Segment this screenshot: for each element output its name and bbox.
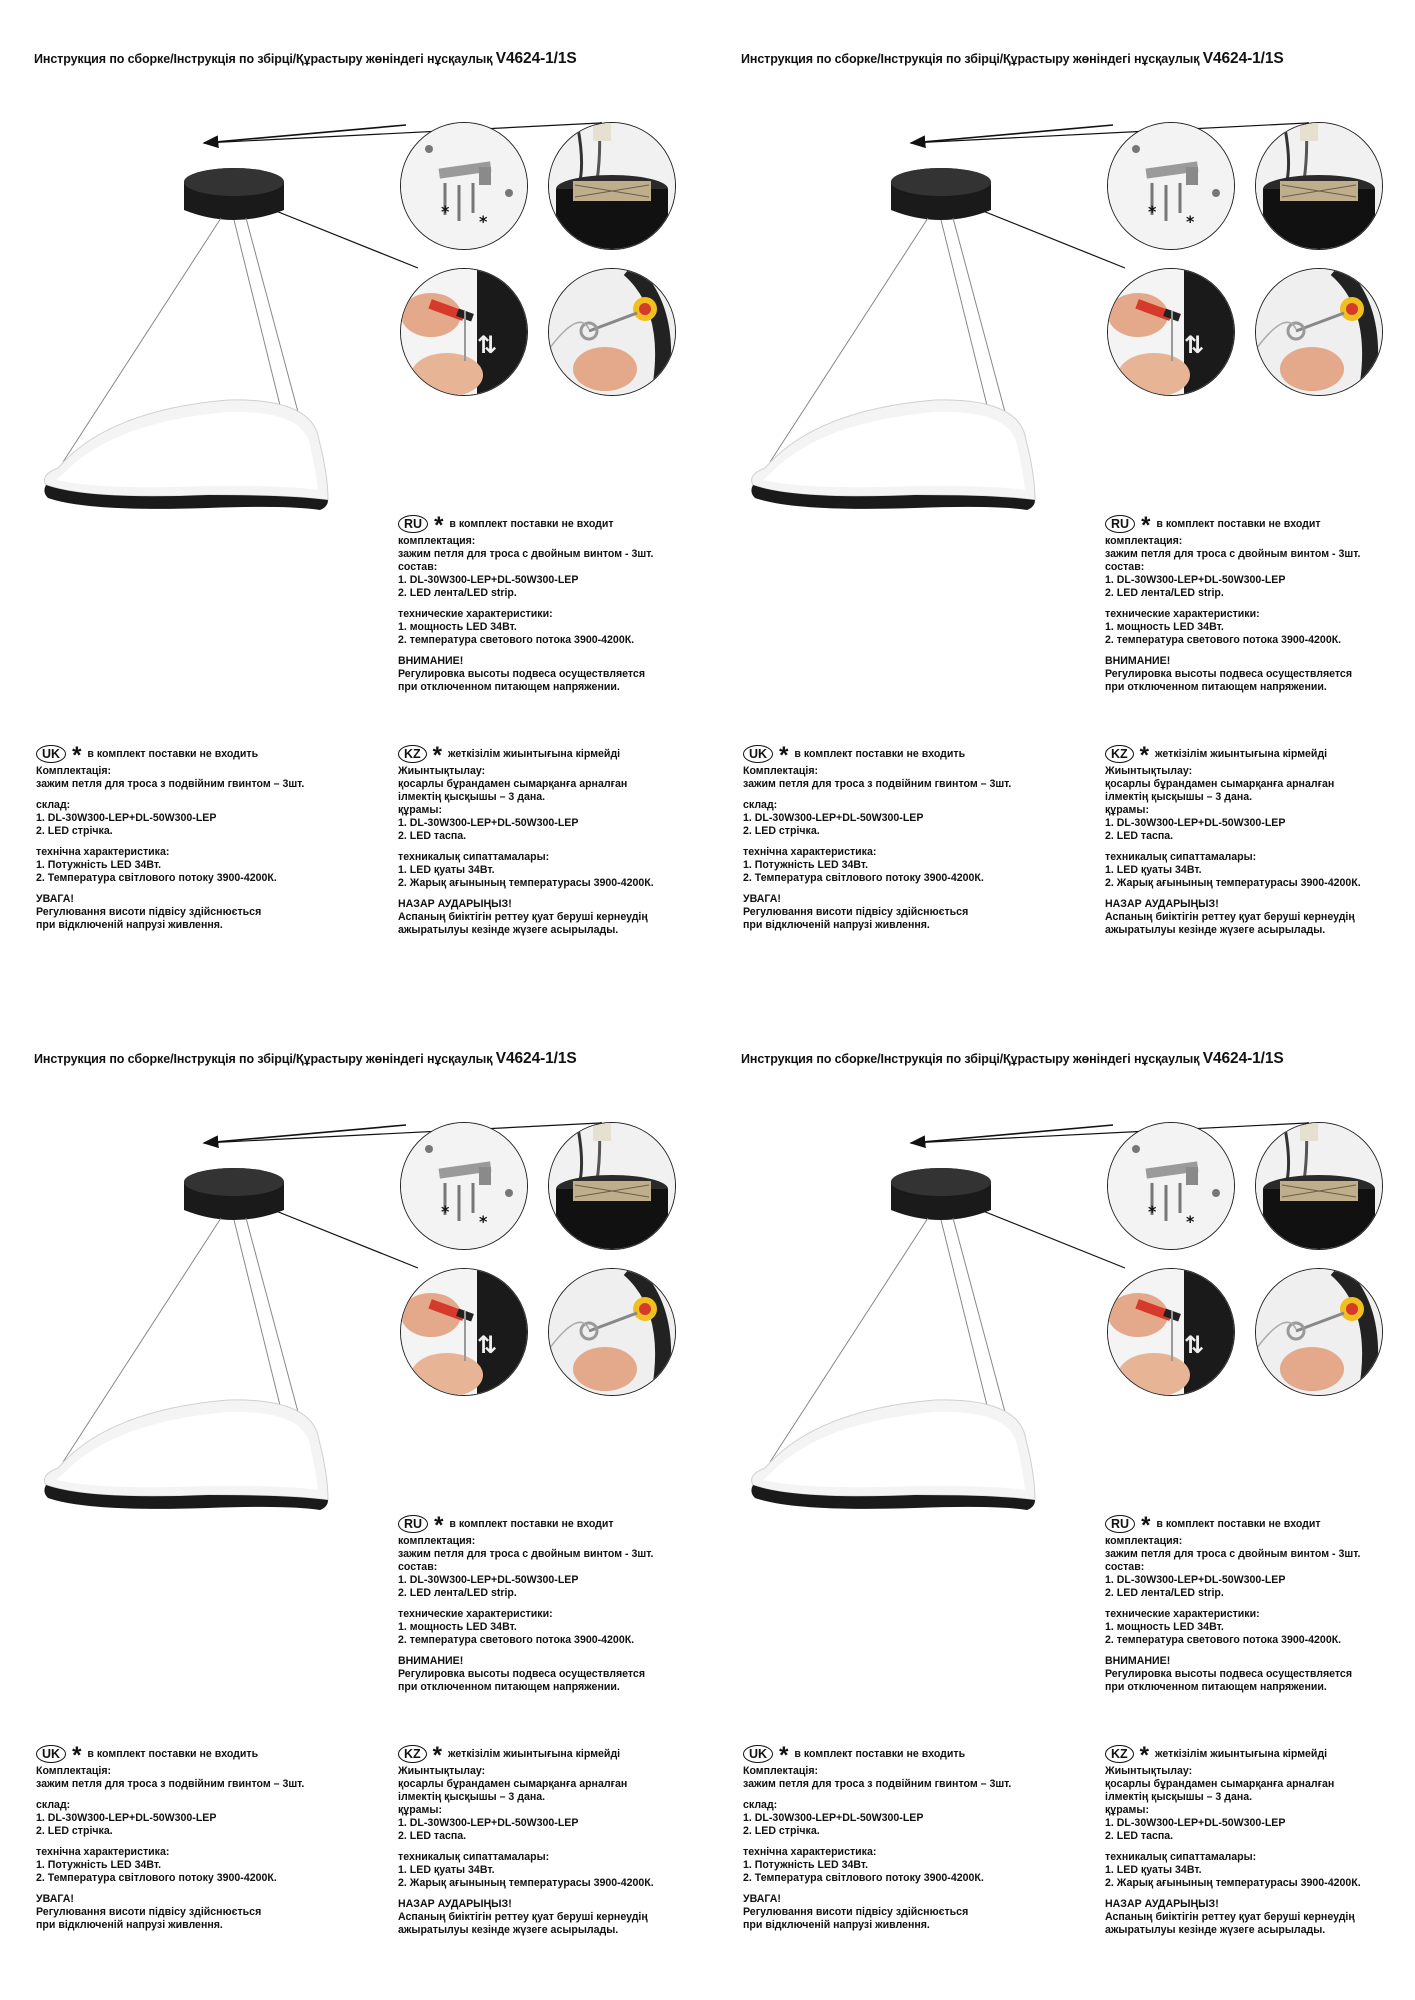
text-line: УВАГА! [743,1893,781,1905]
line-gap [743,791,1011,799]
title-text: Инструкция по сборке/Інструкція по збірці/Құрастыру жөніндегі нұсқаулық [34,1052,493,1066]
text-line: 2. Температура світлового потоку 3900-4200К. [743,872,984,884]
text-line: зажим петля для троса з подвійним гвинтом – 3шт. [743,778,1012,790]
model-number: V4624-1/1S [1202,1050,1284,1067]
text-line: қосарлы бұрандамен сымарқанға арналған [1105,1778,1335,1790]
ru-section [1105,514,1360,694]
text-line: состав: [398,561,438,573]
pendant-lamp-illustration [28,100,348,510]
ru-section [1105,1514,1360,1694]
text-line: технические характеристики: [1105,1608,1260,1620]
line-gap [743,1791,1011,1799]
line-gap [398,647,653,655]
text-line: 2. Температура світлового потоку 3900-4200К. [36,872,277,884]
line-gap [743,838,1011,846]
ru-lines [398,1535,653,1694]
text-line: комплектация: [398,1535,476,1547]
text-line: құрамы: [398,1804,442,1816]
line-gap [1105,1843,1361,1851]
text-line: 2. Температура світлового потоку 3900-4200К. [743,1872,984,1884]
model-number: V4624-1/1S [495,1050,577,1067]
asterisk-icon: * [432,742,443,769]
asterisk-icon: * [72,742,82,769]
text-line: технічна характеристика: [36,846,170,858]
text-line: 2. LED лента/LED strip. [398,587,517,599]
pendant-lamp-illustration [735,100,1055,510]
ru-lines [1105,535,1360,694]
line-gap [1105,1647,1360,1655]
detail-cable-clamp [1255,1268,1383,1396]
text-line: 1. DL-30W300-LEP+DL-50W300-LEP [1105,574,1286,586]
ru-not-included: в комплект поставки не входит [1156,517,1321,530]
text-line: 1. DL-30W300-LEP+DL-50W300-LEP [398,1817,579,1829]
text-line: УВАГА! [36,893,74,905]
text-line: 1. DL-30W300-LEP+DL-50W300-LEP [743,812,924,824]
text-line: Жиынтықтылау: [1105,1765,1193,1777]
text-line: зажим петля для троса з подвійним гвинтом – 3шт. [743,1778,1012,1790]
text-line: Аспаның биіктігін реттеу қуат беруші кернеудің [398,911,648,923]
text-line: 2. температура светового потока 3900-4200К. [398,634,635,646]
text-line: Регулювання висоти підвісу здійснюється [743,1906,969,1918]
line-gap [398,1600,653,1608]
text-line: 2. LED лента/LED strip. [398,1587,517,1599]
text-line: құрамы: [1105,1804,1149,1816]
text-line: при отключенном питающем напряжении. [398,1681,620,1693]
detail-cable-clamp [548,268,676,396]
text-line: 2. температура светового потока 3900-4200К. [398,1634,635,1646]
text-line: 2. LED лента/LED strip. [1105,587,1224,599]
uk-section [743,1744,1011,1932]
detail-bracket-screws [400,1122,528,1250]
text-line: қосарлы бұрандамен сымарқанға арналған [1105,778,1335,790]
uk-section [36,1744,304,1932]
ru-badge: RU [1105,1515,1135,1533]
text-line: 1. DL-30W300-LEP+DL-50W300-LEP [743,1812,924,1824]
text-line: 2. температура светового потока 3900-4200К. [1105,1634,1342,1646]
kz-badge: KZ [398,1745,427,1763]
text-line: НАЗАР АУДАРЫҢЫЗ! [1105,1898,1219,1910]
text-line: НАЗАР АУДАРЫҢЫЗ! [1105,898,1219,910]
line-gap [1105,843,1361,851]
text-line: ілмектің қысқышы – 3 дана. [398,1791,546,1803]
text-line: ажыратылуы кезінде жүзеге асырылады. [398,924,619,936]
up-down-arrow-icon: ⇅ [1184,331,1205,359]
text-line: Аспаның биіктігін реттеу қуат беруші кернеудің [1105,911,1355,923]
kz-lines [1105,1765,1361,1937]
uk-lines [36,1765,304,1932]
text-line: 1. DL-30W300-LEP+DL-50W300-LEP [398,1574,579,1586]
line-gap [743,885,1011,893]
text-line: зажим петля для троса с двойным винтом - 3шт. [398,548,654,560]
ru-lines [1105,1535,1360,1694]
asterisk-icon: * [1186,212,1195,231]
text-line: комплектация: [398,535,476,547]
line-gap [743,1838,1011,1846]
text-line: 2. LED стрічка. [743,1825,820,1837]
ru-section [398,514,653,694]
pendant-lamp-illustration [735,1100,1055,1510]
detail-cable-clamp [1255,268,1383,396]
model-number: V4624-1/1S [495,50,577,67]
text-line: техникалық сипаттамалары: [398,1851,550,1863]
text-line: 1. DL-30W300-LEP+DL-50W300-LEP [36,812,217,824]
line-gap [398,843,654,851]
text-line: 2. Жарық ағынының температурасы 3900-4200К. [1105,1877,1361,1889]
text-line: 2. LED стрічка. [36,1825,113,1837]
line-gap [1105,1600,1360,1608]
line-gap [36,1885,304,1893]
text-line: склад: [743,799,778,811]
text-line: УВАГА! [36,1893,74,1905]
line-gap [398,1843,654,1851]
line-gap [743,1885,1011,1893]
instruction-sheet [707,0,1414,1000]
asterisk-icon: * [479,1212,488,1231]
line-gap [398,600,653,608]
text-line: техникалық сипаттамалары: [1105,851,1257,863]
text-line: Комплектація: [743,765,819,777]
text-line: при отключенном питающем напряжении. [1105,1681,1327,1693]
kz-section [398,1744,654,1937]
text-line: 2. LED таспа. [1105,1830,1174,1842]
uk-not-included: в комплект поставки не входить [794,1747,966,1760]
sheet-title [741,1050,1284,1068]
text-line: 1. LED қуаты 34Вт. [1105,864,1202,876]
sheet-title [741,50,1284,68]
detail-cable-clamp [548,1268,676,1396]
kz-not-included: жеткізілім жиынтығына кірмейді [448,747,621,760]
ru-not-included: в комплект поставки не входит [1156,1517,1321,1530]
text-line: 2. LED стрічка. [36,825,113,837]
text-line: Регулювання висоти підвісу здійснюється [36,1906,262,1918]
text-line: при відключеній напрузі живлення. [36,919,223,931]
asterisk-icon: * [434,512,444,539]
ru-not-included: в комплект поставки не входит [449,517,614,530]
asterisk-icon: * [434,1512,444,1539]
text-line: при отключенном питающем напряжении. [1105,681,1327,693]
text-line: при відключеній напрузі живлення. [743,919,930,931]
detail-adjust-height [400,268,528,396]
text-line: комплектация: [1105,1535,1183,1547]
text-line: Комплектація: [36,1765,112,1777]
text-line: технические характеристики: [1105,608,1260,620]
text-line: зажим петля для троса с двойным винтом - 3шт. [398,1548,654,1560]
kz-not-included: жеткізілім жиынтығына кірмейді [448,1747,621,1760]
text-line: Аспаның биіктігін реттеу қуат беруші кернеудің [1105,1911,1355,1923]
title-text: Инструкция по сборке/Інструкція по збірці/Құрастыру жөніндегі нұсқаулық [741,52,1200,66]
uk-badge: UK [743,1745,773,1763]
ru-badge: RU [398,515,428,533]
text-line: ілмектің қысқышы – 3 дана. [1105,791,1253,803]
text-line: 1. мощность LED 34Вт. [398,1621,517,1633]
uk-section [743,744,1011,932]
text-line: склад: [36,1799,71,1811]
uk-not-included: в комплект поставки не входить [87,747,259,760]
text-line: НАЗАР АУДАРЫҢЫЗ! [398,898,512,910]
text-line: техникалық сипаттамалары: [398,851,550,863]
text-line: комплектация: [1105,535,1183,547]
text-line: НАЗАР АУДАРЫҢЫЗ! [398,1898,512,1910]
text-line: Регулировка высоты подвеса осуществляется [398,1668,646,1680]
kz-lines [1105,765,1361,937]
text-line: зажим петля для троса с двойным винтом - 3шт. [1105,1548,1361,1560]
kz-section [1105,1744,1361,1937]
text-line: зажим петля для троса з подвійним гвинтом – 3шт. [36,778,305,790]
text-line: зажим петля для троса з подвійним гвинтом – 3шт. [36,1778,305,1790]
text-line: при відключеній напрузі живлення. [743,1919,930,1931]
text-line: состав: [1105,561,1145,573]
asterisk-icon: * [1148,202,1157,221]
line-gap [36,1791,304,1799]
detail-bracket-screws [1107,122,1235,250]
text-line: 1. DL-30W300-LEP+DL-50W300-LEP [1105,817,1286,829]
detail-driver-box [548,1122,676,1250]
text-line: 1. Потужність LED 34Вт. [743,1859,869,1871]
line-gap [398,890,654,898]
text-line: технічна характеристика: [36,1846,170,1858]
text-line: 1. LED қуаты 34Вт. [398,1864,495,1876]
text-line: ВНИМАНИЕ! [398,655,464,667]
text-line: ілмектің қысқышы – 3 дана. [398,791,546,803]
detail-bracket-screws [400,122,528,250]
asterisk-icon: * [72,1742,82,1769]
text-line: қосарлы бұрандамен сымарқанға арналған [398,778,628,790]
uk-not-included: в комплект поставки не входить [87,1747,259,1760]
line-gap [36,885,304,893]
asterisk-icon: * [1186,1212,1195,1231]
ru-section [398,1514,653,1694]
text-line: 2. Температура світлового потоку 3900-4200К. [36,1872,277,1884]
asterisk-icon: * [779,1742,789,1769]
title-text: Инструкция по сборке/Інструкція по збірці/Құрастыру жөніндегі нұсқаулық [34,52,493,66]
sheet-title [34,50,577,68]
text-line: 1. DL-30W300-LEP+DL-50W300-LEP [398,574,579,586]
text-line: 2. Жарық ағынының температурасы 3900-4200К. [398,1877,654,1889]
text-line: УВАГА! [743,893,781,905]
text-line: ВНИМАНИЕ! [1105,655,1171,667]
line-gap [1105,647,1360,655]
asterisk-icon: * [1139,1742,1150,1769]
detail-adjust-height [400,1268,528,1396]
text-line: склад: [36,799,71,811]
text-line: склад: [743,1799,778,1811]
line-gap [398,1647,653,1655]
text-line: ажыратылуы кезінде жүзеге асырылады. [398,1924,619,1936]
text-line: Регулировка высоты подвеса осуществляется [398,668,646,680]
detail-adjust-height [1107,1268,1235,1396]
text-line: 1. Потужність LED 34Вт. [743,859,869,871]
text-line: 1. DL-30W300-LEP+DL-50W300-LEP [36,1812,217,1824]
text-line: Регулювання висоти підвісу здійснюється [743,906,969,918]
text-line: 1. LED қуаты 34Вт. [1105,1864,1202,1876]
asterisk-icon: * [432,1742,443,1769]
sheet-title [34,1050,577,1068]
line-gap [398,1890,654,1898]
text-line: ілмектің қысқышы – 3 дана. [1105,1791,1253,1803]
text-line: 1. DL-30W300-LEP+DL-50W300-LEP [398,817,579,829]
kz-not-included: жеткізілім жиынтығына кірмейді [1155,747,1328,760]
text-line: Аспаның биіктігін реттеу қуат беруші кернеудің [398,1911,648,1923]
text-line: 1. Потужність LED 34Вт. [36,859,162,871]
text-line: Жиынтықтылау: [398,1765,486,1777]
asterisk-icon: * [1148,1202,1157,1221]
text-line: состав: [398,1561,438,1573]
text-line: 2. LED лента/LED strip. [1105,1587,1224,1599]
detail-driver-box [1255,1122,1383,1250]
text-line: ВНИМАНИЕ! [1105,1655,1171,1667]
text-line: Регулювання висоти підвісу здійснюється [36,906,262,918]
text-line: Комплектація: [36,765,112,777]
asterisk-icon: * [779,742,789,769]
asterisk-icon: * [1141,512,1151,539]
line-gap [36,791,304,799]
ru-lines [398,535,653,694]
detail-driver-box [548,122,676,250]
detail-bracket-screws [1107,1122,1235,1250]
uk-lines [36,765,304,932]
text-line: ажыратылуы кезінде жүзеге асырылады. [1105,924,1326,936]
asterisk-icon: * [1141,1512,1151,1539]
text-line: 2. температура светового потока 3900-4200К. [1105,634,1342,646]
text-line: при відключеній напрузі живлення. [36,1919,223,1931]
ru-badge: RU [1105,515,1135,533]
up-down-arrow-icon: ⇅ [1184,1331,1205,1359]
kz-section [1105,744,1361,937]
model-number: V4624-1/1S [1202,50,1284,67]
uk-not-included: в комплект поставки не входить [794,747,966,760]
text-line: 2. LED стрічка. [743,825,820,837]
kz-badge: KZ [398,745,427,763]
text-line: ажыратылуы кезінде жүзеге асырылады. [1105,1924,1326,1936]
text-line: при отключенном питающем напряжении. [398,681,620,693]
text-line: технічна характеристика: [743,1846,877,1858]
instruction-sheet [0,0,707,1000]
up-down-arrow-icon: ⇅ [477,1331,498,1359]
text-line: құрамы: [398,804,442,816]
kz-badge: KZ [1105,745,1134,763]
line-gap [1105,1890,1361,1898]
asterisk-icon: * [479,212,488,231]
kz-lines [398,1765,654,1937]
instruction-sheet [0,1000,707,2000]
text-line: состав: [1105,1561,1145,1573]
text-line: технические характеристики: [398,1608,553,1620]
text-line: 1. DL-30W300-LEP+DL-50W300-LEP [1105,1574,1286,1586]
detail-driver-box [1255,122,1383,250]
line-gap [36,1838,304,1846]
ru-badge: RU [398,1515,428,1533]
asterisk-icon: * [1139,742,1150,769]
asterisk-icon: * [441,202,450,221]
text-line: Жиынтықтылау: [1105,765,1193,777]
line-gap [1105,600,1360,608]
text-line: 2. Жарық ағынының температурасы 3900-4200К. [1105,877,1361,889]
uk-section [36,744,304,932]
text-line: 2. LED таспа. [398,830,467,842]
pendant-lamp-illustration [28,1100,348,1510]
text-line: 2. LED таспа. [398,1830,467,1842]
instruction-sheet [707,1000,1414,2000]
text-line: 1. LED қуаты 34Вт. [398,864,495,876]
kz-lines [398,765,654,937]
text-line: технические характеристики: [398,608,553,620]
text-line: Жиынтықтылау: [398,765,486,777]
asterisk-icon: * [441,1202,450,1221]
text-line: ВНИМАНИЕ! [398,1655,464,1667]
kz-not-included: жеткізілім жиынтығына кірмейді [1155,1747,1328,1760]
uk-badge: UK [36,1745,66,1763]
kz-badge: KZ [1105,1745,1134,1763]
up-down-arrow-icon: ⇅ [477,331,498,359]
text-line: зажим петля для троса с двойным винтом - 3шт. [1105,548,1361,560]
text-line: 1. мощность LED 34Вт. [398,621,517,633]
kz-section [398,744,654,937]
text-line: 1. мощность LED 34Вт. [1105,1621,1224,1633]
text-line: технічна характеристика: [743,846,877,858]
ru-not-included: в комплект поставки не входит [449,1517,614,1530]
text-line: құрамы: [1105,804,1149,816]
uk-badge: UK [743,745,773,763]
uk-badge: UK [36,745,66,763]
text-line: Комплектація: [743,1765,819,1777]
line-gap [1105,890,1361,898]
text-line: Регулировка высоты подвеса осуществляется [1105,1668,1353,1680]
line-gap [36,838,304,846]
uk-lines [743,1765,1011,1932]
text-line: 1. DL-30W300-LEP+DL-50W300-LEP [1105,1817,1286,1829]
title-text: Инструкция по сборке/Інструкція по збірці/Құрастыру жөніндегі нұсқаулық [741,1052,1200,1066]
text-line: 1. мощность LED 34Вт. [1105,621,1224,633]
text-line: 1. Потужність LED 34Вт. [36,1859,162,1871]
detail-adjust-height [1107,268,1235,396]
text-line: техникалық сипаттамалары: [1105,1851,1257,1863]
text-line: Регулировка высоты подвеса осуществляется [1105,668,1353,680]
text-line: 2. LED таспа. [1105,830,1174,842]
text-line: қосарлы бұрандамен сымарқанға арналған [398,1778,628,1790]
text-line: 2. Жарық ағынының температурасы 3900-4200К. [398,877,654,889]
uk-lines [743,765,1011,932]
